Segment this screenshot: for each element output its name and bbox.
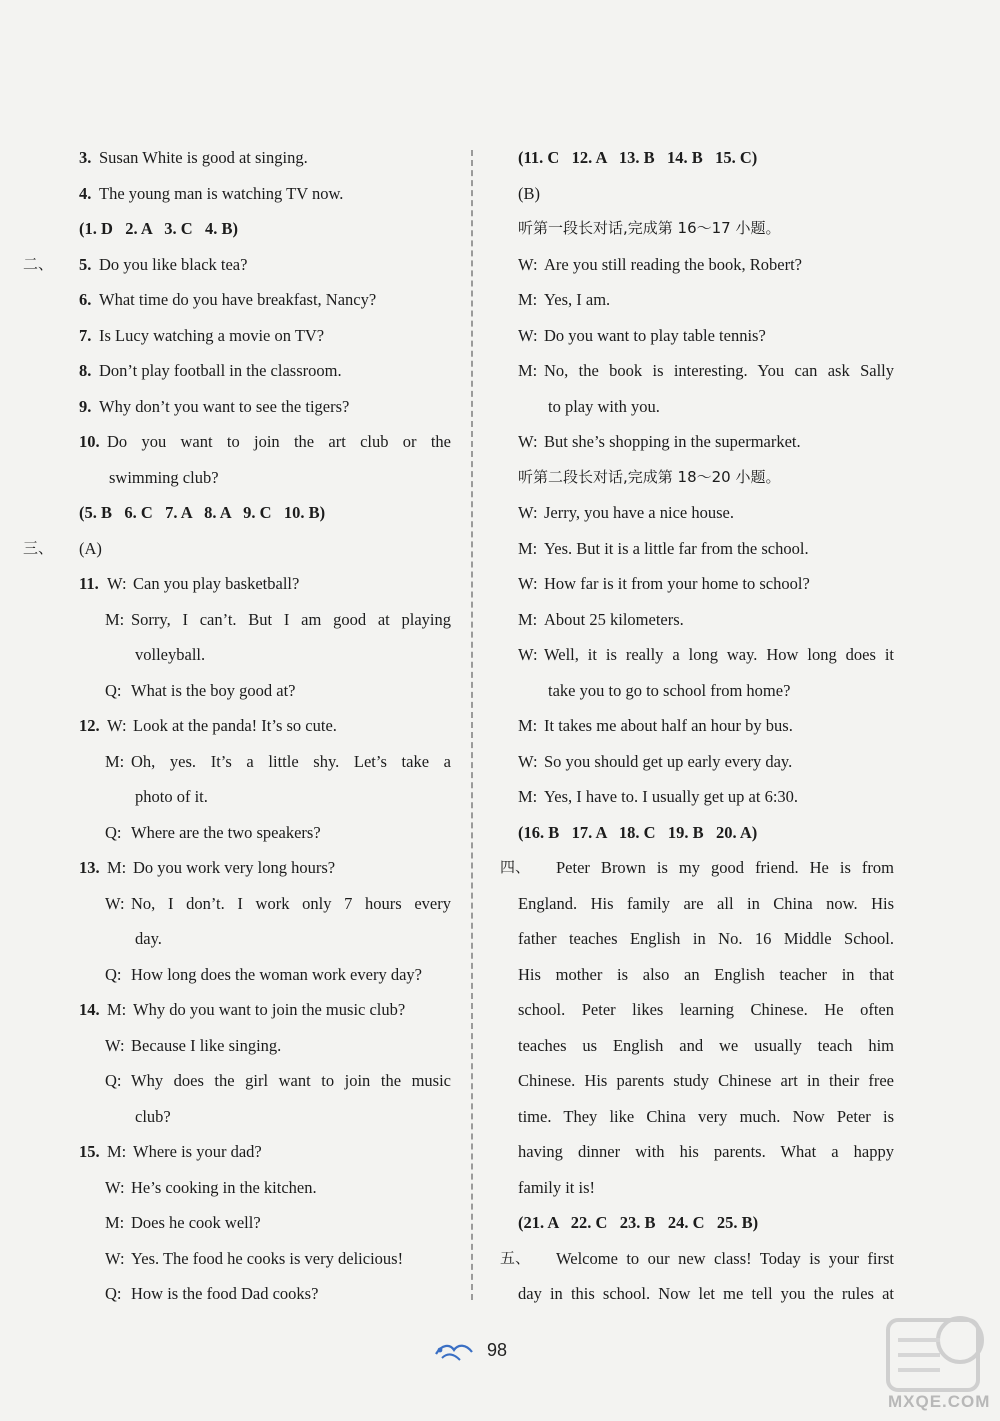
text-line — [500, 140, 896, 176]
answer-key: (16. B 17. A 18. C 19. B 20. A) — [518, 822, 758, 842]
text-line — [500, 460, 896, 496]
speaker-label: Q: — [105, 680, 122, 700]
speaker-label: W: — [518, 751, 538, 771]
speaker-label: M: — [518, 787, 538, 806]
line-text: How long does the woman work every day? — [131, 964, 422, 984]
text-line — [55, 815, 455, 851]
speaker-label: W: — [518, 503, 538, 522]
text-line — [23, 247, 455, 283]
text-line — [55, 886, 455, 922]
text-line — [500, 921, 896, 957]
text-line — [55, 1276, 455, 1312]
answer-key: (11. C 12. A 13. B 14. B 15. C) — [518, 148, 758, 167]
speaker-label: W: — [107, 716, 127, 735]
text-line — [55, 992, 455, 1028]
line-text: swimming club? — [109, 467, 219, 487]
bird-decoration-icon — [432, 1338, 476, 1364]
left-column — [23, 140, 455, 1312]
line-text: Yes. The food he cooks is very delicious! — [131, 1248, 404, 1268]
question-number: 6. — [79, 290, 92, 309]
text-line — [500, 1099, 896, 1135]
section-number: 四、 — [500, 858, 531, 876]
line-text: Well, it is really a long way. How long does it — [544, 645, 894, 664]
line-text: Yes. But it is a little far from the school. — [544, 538, 809, 558]
line-text: Sorry, I can’t. But I am good at playing — [131, 609, 451, 629]
text-line — [500, 886, 896, 922]
column-divider — [471, 150, 473, 1300]
line-text: club? — [135, 1106, 171, 1126]
question-number: 12. — [79, 716, 100, 735]
line-text: But she’s shopping in the supermarket. — [544, 432, 801, 451]
text-line — [500, 176, 896, 212]
text-line — [55, 744, 455, 780]
line-text: Yes, I am. — [544, 290, 611, 309]
line-text: Chinese. His parents study Chinese art in their free — [518, 1071, 894, 1090]
line-text: volleyball. — [135, 645, 206, 664]
text-line — [500, 282, 896, 318]
text-line — [500, 1205, 896, 1241]
text-line — [55, 779, 455, 815]
line-text: photo of it. — [135, 787, 208, 806]
line-text: The young man is watching TV now. — [99, 183, 344, 203]
section-number: 二、 — [23, 254, 54, 273]
text-line — [55, 850, 455, 886]
line-text: How is the food Dad cooks? — [131, 1284, 319, 1303]
line-text: Why don’t you want to see the tigers? — [99, 396, 350, 416]
line-text: What is the boy good at? — [131, 680, 296, 700]
question-number: 9. — [79, 396, 92, 416]
text-line — [500, 424, 896, 460]
text-line — [500, 637, 896, 673]
speaker-label: M: — [107, 858, 127, 877]
text-line — [55, 176, 455, 212]
text-line — [55, 1241, 455, 1277]
line-text: Look at the panda! It’s so cute. — [133, 716, 337, 735]
speaker-label: W: — [518, 574, 538, 593]
line-text: Is Lucy watching a movie on TV? — [99, 325, 325, 345]
text-line — [500, 708, 896, 744]
line-text: No, I don’t. I work only 7 hours every — [131, 893, 451, 913]
text-line — [500, 353, 896, 389]
question-number: 13. — [79, 858, 100, 877]
speaker-label: M: — [105, 1213, 125, 1232]
text-line — [55, 211, 455, 247]
speaker-label: M: — [518, 609, 538, 629]
text-line — [55, 1170, 455, 1206]
question-number: 8. — [79, 361, 92, 380]
text-line — [55, 566, 455, 602]
text-line — [55, 637, 455, 673]
line-text: England. His family are all in China now. His — [518, 893, 894, 913]
section-number: 五、 — [500, 1248, 531, 1267]
text-line — [500, 318, 896, 354]
speaker-label: M: — [518, 716, 538, 735]
line-text: So you should get up early every day. — [544, 751, 793, 771]
text-line — [55, 424, 455, 460]
text-line — [500, 1028, 896, 1064]
text-line — [500, 1170, 896, 1206]
answer-key: (1. D 2. A 3. C 4. B) — [79, 219, 239, 238]
line-text: to play with you. — [548, 396, 660, 416]
text-line — [500, 1276, 896, 1312]
line-text: Does he cook well? — [131, 1213, 261, 1232]
text-line — [500, 495, 896, 531]
line-text: day in this school. Now let me tell you the rules at — [518, 1284, 894, 1303]
text-line — [500, 779, 896, 815]
text-line — [500, 1134, 896, 1170]
text-line — [500, 211, 896, 247]
line-text: day. — [135, 929, 162, 948]
text-line — [55, 460, 455, 496]
question-number: 4. — [79, 183, 92, 203]
text-line — [500, 602, 896, 638]
question-number: 10. — [79, 432, 100, 451]
speaker-label: M: — [105, 751, 125, 771]
text-line — [55, 140, 455, 176]
line-text: Oh, yes. It’s a little shy. Let’s take a — [131, 751, 451, 771]
line-text: school. Peter likes learning Chinese. He often — [518, 1000, 894, 1019]
speaker-label: Q: — [105, 1071, 122, 1090]
text-line — [55, 389, 455, 425]
question-number: 15. — [79, 1142, 100, 1161]
text-line — [500, 815, 896, 851]
answer-key: (5. B 6. C 7. A 8. A 9. C 10. B) — [79, 503, 326, 522]
text-line — [55, 1028, 455, 1064]
line-text: 听第二段长对话,完成第 18～20 小题。 — [518, 467, 781, 486]
speaker-label: W: — [107, 574, 127, 593]
speaker-label: M: — [518, 361, 538, 380]
text-line — [500, 1063, 896, 1099]
answer-key: (21. A 22. C 23. B 24. C 25. B) — [518, 1213, 759, 1232]
speaker-label: W: — [105, 893, 125, 913]
right-column — [500, 140, 896, 1312]
section-number: 三、 — [23, 538, 54, 557]
text-line — [500, 992, 896, 1028]
text-line — [55, 1134, 455, 1170]
watermark-text: MXQE.COM — [888, 1392, 991, 1411]
text-line — [55, 673, 455, 709]
speaker-label: Q: — [105, 964, 122, 984]
text-line — [500, 247, 896, 283]
line-text: Don’t play football in the classroom. — [99, 361, 342, 380]
text-line — [55, 602, 455, 638]
line-text: Can you play basketball? — [133, 574, 300, 593]
text-line — [55, 957, 455, 993]
line-text: No, the book is interesting. You can ask Sally — [544, 361, 894, 380]
line-text: It takes me about half an hour by bus. — [544, 716, 793, 735]
line-text: take you to go to school from home? — [548, 680, 791, 700]
text-line — [500, 1241, 896, 1277]
line-text: Because I like singing. — [131, 1035, 282, 1055]
line-text: teaches us English and we usually teach him — [518, 1035, 894, 1055]
speaker-label: M: — [518, 538, 538, 558]
text-line — [55, 1205, 455, 1241]
text-line — [500, 850, 896, 886]
line-text: How far is it from your home to school? — [544, 574, 810, 593]
speaker-label: Q: — [105, 1284, 122, 1303]
line-text: Peter Brown is my good friend. He is from — [556, 858, 894, 877]
text-line — [55, 1099, 455, 1135]
speaker-label: M: — [107, 1142, 127, 1161]
text-line — [500, 566, 896, 602]
line-text: (B) — [518, 183, 540, 203]
line-text: 听第一段长对话,完成第 16～17 小题。 — [518, 219, 781, 237]
speaker-label: M: — [107, 1000, 127, 1019]
text-line — [500, 957, 896, 993]
text-line — [55, 353, 455, 389]
text-line — [500, 531, 896, 567]
line-text: Welcome to our new class! Today is your first — [556, 1248, 894, 1268]
line-text: Why does the girl want to join the music — [131, 1071, 451, 1090]
question-number: 3. — [79, 148, 92, 167]
text-line — [55, 921, 455, 957]
line-text: He’s cooking in the kitchen. — [131, 1177, 317, 1197]
question-number: 11. — [79, 574, 99, 593]
line-text: (A) — [79, 538, 102, 558]
speaker-label: M: — [105, 609, 125, 629]
question-number: 5. — [79, 254, 92, 274]
speaker-label: Q: — [105, 822, 122, 842]
text-line — [55, 495, 455, 531]
line-text: What time do you have breakfast, Nancy? — [99, 290, 377, 309]
text-line — [55, 318, 455, 354]
speaker-label: W: — [518, 325, 538, 345]
text-line — [23, 531, 455, 567]
line-text: time. They like China very much. Now Peter is — [518, 1106, 894, 1126]
line-text: father teaches English in No. 16 Middle School. — [518, 929, 894, 948]
line-text: Jerry, you have a nice house. — [544, 503, 734, 522]
line-text: Susan White is good at singing. — [99, 148, 308, 167]
line-text: Do you want to play table tennis? — [544, 325, 766, 345]
line-text: having dinner with his parents. What a happy — [518, 1142, 894, 1161]
line-text: Why do you want to join the music club? — [133, 1000, 406, 1019]
speaker-label: W: — [518, 432, 538, 451]
text-line — [55, 1063, 455, 1099]
line-text: About 25 kilometers. — [544, 609, 684, 629]
line-text: Do you work very long hours? — [133, 858, 336, 877]
speaker-label: W: — [105, 1248, 125, 1268]
question-number: 7. — [79, 325, 92, 345]
speaker-label: W: — [518, 645, 538, 664]
speaker-label: W: — [518, 254, 538, 274]
speaker-label: M: — [518, 290, 538, 309]
line-text: His mother is also an English teacher in that — [518, 964, 894, 984]
speaker-label: W: — [105, 1035, 125, 1055]
line-text: Are you still reading the book, Robert? — [544, 254, 802, 274]
line-text: family it is! — [518, 1177, 595, 1197]
line-text: Where are the two speakers? — [131, 822, 321, 842]
text-line — [55, 708, 455, 744]
speaker-label: W: — [105, 1177, 125, 1197]
page-number: 98 — [487, 1340, 508, 1360]
line-text: Yes, I have to. I usually get up at 6:30. — [544, 787, 799, 806]
text-line — [55, 282, 455, 318]
line-text: Do you like black tea? — [99, 254, 248, 274]
line-text: Do you want to join the art club or the — [107, 432, 451, 451]
text-line — [500, 389, 896, 425]
text-line — [500, 673, 896, 709]
question-number: 14. — [79, 1000, 100, 1019]
text-line — [500, 744, 896, 780]
line-text: Where is your dad? — [133, 1142, 262, 1161]
